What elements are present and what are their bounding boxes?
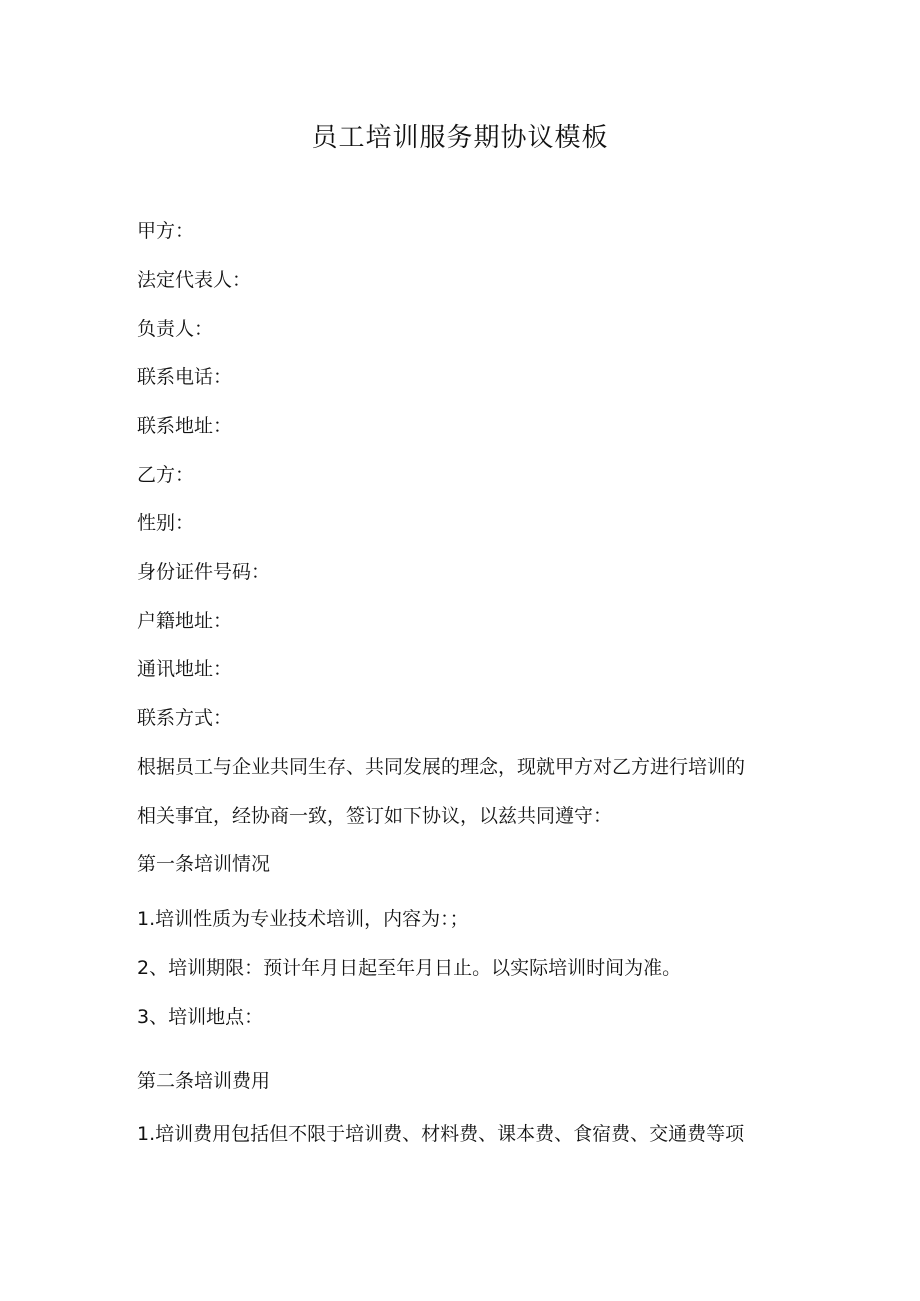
id-number-field: 身份证件号码： — [137, 561, 271, 583]
article-1-item-2: 2、培训期限：预计年月日起至年月日止。以实际培训时间为准。 — [137, 957, 682, 979]
contact-field: 联系方式： — [137, 707, 233, 729]
preamble-line-2: 相关事宜，经协商一致，签订如下协议，以兹共同遵守： — [137, 805, 613, 827]
article-1-item-1: 1.培训性质为专业技术培训，内容为：； — [137, 908, 469, 930]
article-1-item-3: 3、培训地点： — [137, 1006, 264, 1028]
person-in-charge-field: 负责人： — [137, 318, 214, 340]
article-1-heading: 第一条培训情况 — [137, 853, 271, 875]
phone-field: 联系电话： — [137, 366, 233, 388]
party-b-label: 乙方： — [137, 464, 195, 486]
mailing-address-field: 通讯地址： — [137, 658, 233, 680]
document-title: 员工培训服务期协议模板 — [311, 123, 609, 153]
article-2-heading: 第二条培训费用 — [137, 1070, 271, 1092]
household-address-field: 户籍地址： — [137, 610, 233, 632]
gender-field: 性别： — [137, 512, 195, 534]
preamble-line-1: 根据员工与企业共同生存、共同发展的理念，现就甲方对乙方进行培训的 — [137, 756, 746, 778]
party-a-label: 甲方： — [137, 220, 195, 242]
article-2-item-1: 1.培训费用包括但不限于培训费、材料费、课本费、食宿费、交通费等项 — [137, 1123, 745, 1145]
legal-representative-field: 法定代表人： — [137, 269, 252, 291]
address-field: 联系地址： — [137, 415, 233, 437]
